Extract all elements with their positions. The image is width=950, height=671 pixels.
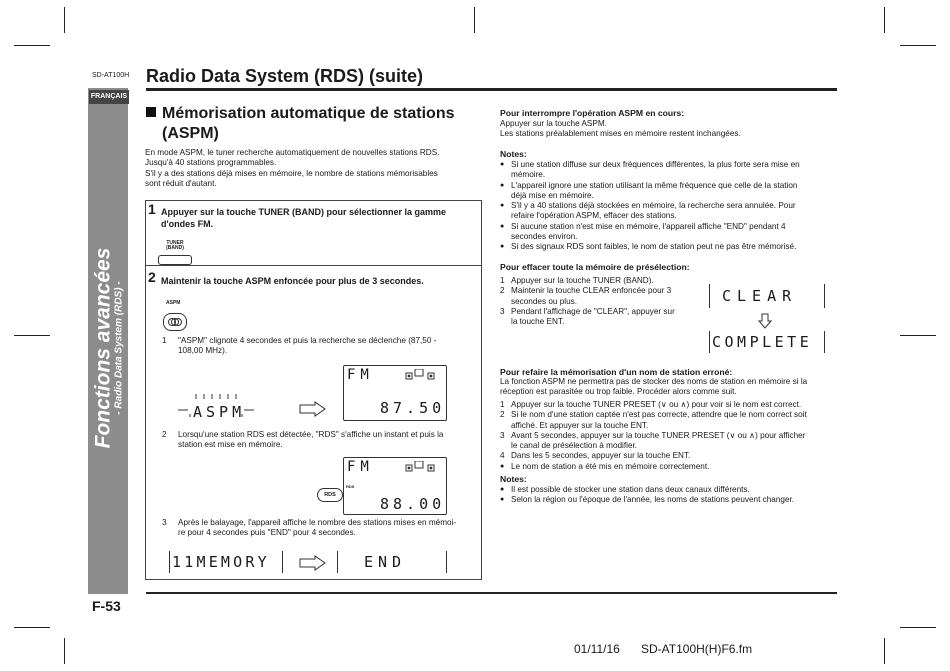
- arrow-right-icon: [299, 401, 327, 417]
- clear-heading: Pour effacer toute la mémoire de présélection:: [500, 262, 690, 272]
- display-fm: FM: [347, 459, 374, 475]
- display-memory: 11MEMORY: [172, 553, 270, 571]
- section-heading: Mémorisation automatique de stations (ASPM): [146, 104, 486, 144]
- notes-list-2: [500, 485, 840, 506]
- step2-text: Maintenir la touche ASPM enfoncée pour plus de 3 secondes.: [161, 276, 424, 286]
- list-item: 3 Avant 5 secondes, appuyer sur la touche TUNER PRESET (∨ ou ∧) pour afficher le canal de présélection à modifier.: [500, 430, 806, 451]
- arrow-down-icon: [758, 313, 772, 329]
- display-frequency-2: 88.00: [380, 495, 446, 513]
- language-tab: FRANÇAIS: [89, 90, 129, 104]
- signal-indicator-icon: [404, 461, 438, 475]
- display-aspm: ASPM: [193, 403, 246, 421]
- footer-date: 01/11/16: [574, 642, 620, 656]
- crop-mark: [14, 45, 50, 46]
- lcd-display-1: [343, 365, 447, 421]
- model-code: SD-AT100H: [92, 72, 130, 79]
- notes-heading: Notes:: [500, 149, 527, 159]
- page-number: F-53: [92, 598, 121, 614]
- rds-indicator: RDS: [317, 488, 343, 502]
- display-complete-frame: [709, 331, 825, 353]
- list-item: ● Selon la région ou l'époque de l'année, les noms de stations peuvent changer.: [500, 495, 840, 505]
- step1-text: Appuyer sur la touche TUNER (BAND) pour sélectionner la gamme d'ondes FM.: [161, 207, 447, 229]
- list-item: 4 Dans les 5 secondes, appuyer sur la touche ENT.: [500, 451, 691, 461]
- aspm-button-label: ASPM: [166, 300, 181, 306]
- list-item: 3 Pendant l'affichage de "CLEAR", appuyer sur la touche ENT.: [500, 306, 675, 327]
- redo-heading: Pour refaire la mémorisation d'un nom de station erroné:: [500, 367, 733, 377]
- bottom-rule: [146, 592, 837, 594]
- list-item: ● S'il y a 40 stations déjà stockées en mémoire, la recherche sera annulée. Pour refaire l'opération ASPM, effacer des stations.: [500, 201, 840, 222]
- list-item: 1 Appuyer sur la touche TUNER (BAND).: [500, 276, 654, 285]
- substep-number: 3: [162, 518, 167, 527]
- crop-mark: [64, 638, 65, 664]
- crop-mark: [14, 335, 50, 336]
- step-number: 1: [148, 201, 156, 217]
- interrupt-heading: Pour interrompre l'opération ASPM en cours:: [500, 108, 685, 118]
- crop-mark: [884, 638, 885, 664]
- display-clear: CLEAR: [722, 287, 798, 305]
- sidebar-label: [85, 248, 131, 448]
- substep-number: 1: [162, 336, 167, 345]
- interrupt-text: Appuyer sur la touche ASPM. Les stations préalablement mises en mémoire restent inchangées.: [500, 119, 741, 139]
- step-divider: [145, 265, 482, 266]
- clear-steps: [500, 276, 700, 327]
- tuner-button-label: TUNER (BAND): [166, 240, 184, 251]
- list-item: ● Le nom de station a été mis en mémoire correctement.: [500, 461, 710, 471]
- list-item: ● Si une station diffuse sur deux fréquences différentes, la plus forte sera mise en mémoire.: [500, 160, 840, 181]
- crop-mark: [900, 335, 936, 336]
- section-intro: En mode ASPM, le tuner recherche automatiquement de nouvelles stations RDS. Jusqu'à 40 stations programmables. S'il y a des stations déjà mises en mémoire, le nombre de stations mémorisables sont réduit d'autant.: [145, 148, 440, 188]
- list-item: ● Si des signaux RDS sont faibles, le nom de station peut ne pas être mémorisé.: [500, 242, 840, 252]
- notes-list: [500, 160, 840, 253]
- list-item: ● L'appareil ignore une station utilisant la même fréquence que celle de la station déjà mise en mémoire.: [500, 181, 840, 202]
- list-item: 1 Appuyer sur la touche TUNER PRESET (∨ ou ∧) pour voir si le nom est correct.: [500, 400, 802, 409]
- list-item: ● Il est possible de stocker une station dans deux canaux différents.: [500, 485, 840, 495]
- notes-heading: Notes:: [500, 474, 527, 484]
- list-item: 2 Si le nom d'une station captée n'est pas correcte, attendre que le nom correct soit affiché. Et appuyer sur la touche ENT.: [500, 410, 807, 430]
- display-end: END: [364, 553, 407, 571]
- signal-indicator-icon: [404, 369, 438, 383]
- substep3-text: Après le balayage, l'appareil affiche le nombre des stations mises en mémoi- re pour 4 secondes puis "END" pour 4 secondes.: [178, 518, 457, 538]
- step-number: 2: [148, 269, 156, 285]
- square-bullet-icon: [146, 107, 156, 117]
- sidebar-sub-text: - Radio Data System (RDS) -: [113, 281, 125, 415]
- crop-mark: [884, 7, 885, 33]
- display-clear-frame: [709, 284, 825, 308]
- sidebar-main-text: Fonctions avancées: [91, 247, 115, 449]
- arrow-right-icon: [299, 555, 327, 571]
- display-fm: FM: [347, 367, 374, 383]
- crop-mark: [900, 45, 936, 46]
- display-complete: COMPLETE: [712, 333, 813, 351]
- list-item: ● Si aucune station n'est mise en mémoire, l'appareil affiche "END" pendant 4 secondes environ.: [500, 222, 840, 243]
- display-memory-frame: [169, 551, 283, 573]
- crop-mark: [474, 7, 475, 33]
- display-frequency-1: 87.50: [380, 399, 446, 417]
- crop-mark: [900, 627, 936, 628]
- substep1-text: "ASPM" clignote 4 secondes et puis la recherche se déclenche (87,50 - 108,00 MHz).: [178, 336, 437, 356]
- page-title: Radio Data System (RDS) (suite): [146, 66, 424, 86]
- redo-steps: [500, 400, 840, 472]
- crop-mark: [14, 627, 50, 628]
- redo-intro: La fonction ASPM ne permettra pas de stocker des noms de station en mémoire si la réception est parasitée ou trop faible. Procéder alors comme suit.: [500, 377, 808, 397]
- display-end-frame: [337, 551, 447, 573]
- tuner-band-button[interactable]: [158, 255, 192, 265]
- list-item: 2 Maintenir la touche CLEAR enfoncée pour 3 secondes ou plus.: [500, 286, 672, 306]
- aspm-icon: [164, 314, 186, 330]
- display-rds-small: RDS: [346, 484, 355, 489]
- aspm-button[interactable]: [163, 313, 187, 331]
- substep-number: 2: [162, 430, 167, 439]
- footer-file: SD-AT100H(H)F6.fm: [641, 642, 753, 656]
- crop-mark: [64, 7, 65, 33]
- title-rule: [146, 88, 837, 91]
- substep2-text: Lorsqu'une station RDS est détectée, "RDS" s'affiche un instant et puis la station est mise en mémoire.: [178, 430, 444, 450]
- lcd-display-2: [343, 457, 447, 515]
